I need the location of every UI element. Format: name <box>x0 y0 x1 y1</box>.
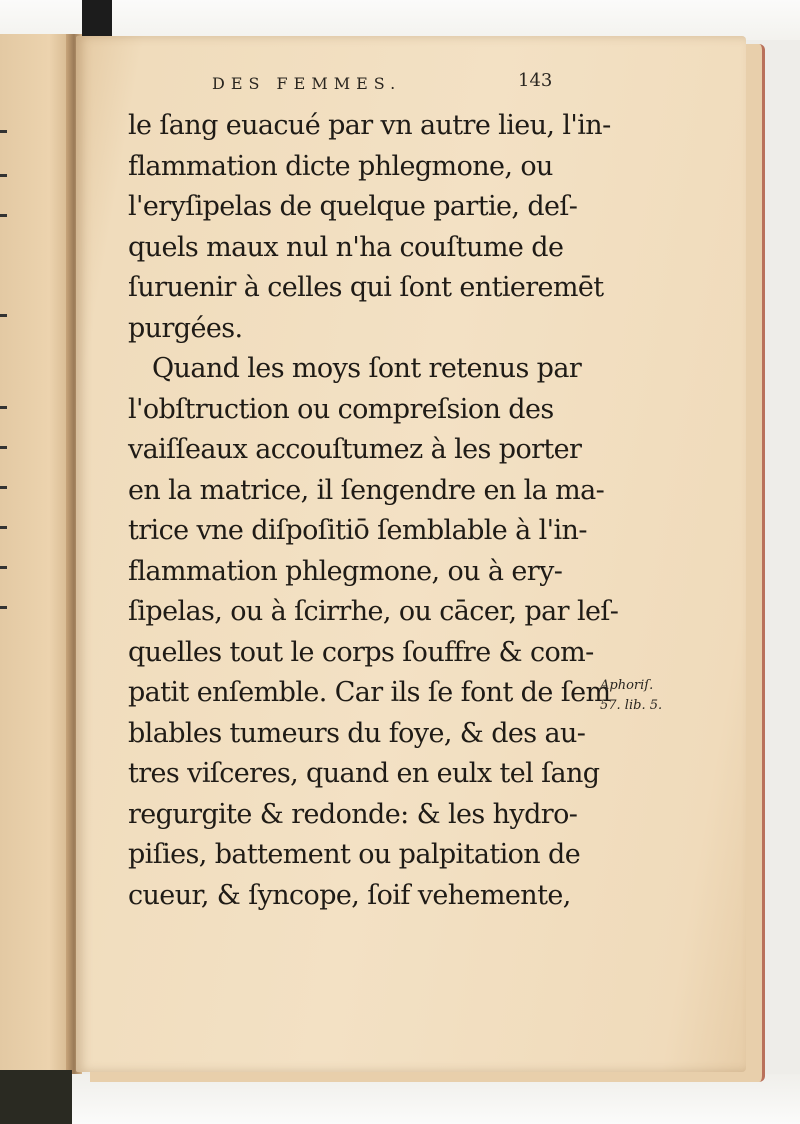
running-head: DES FEMMES. <box>212 74 402 93</box>
text-line: flammation dicte phlegmone, ou <box>128 150 553 182</box>
book-cover-corner <box>0 1070 72 1124</box>
text-line: trice vne diſpoſitiō ſemblable à l'in- <box>128 515 587 546</box>
page-number: 143 <box>518 70 553 91</box>
scan-background-top <box>0 0 800 40</box>
text-line: l'obſtruction ou compreſsion des <box>128 393 554 425</box>
text-line: l'eryſipelas de quelque partie, deſ- <box>128 191 578 222</box>
text-line: flammation phlegmone, ou à ery- <box>128 555 563 587</box>
book-binding <box>82 0 112 40</box>
text-line: purgées. <box>128 312 243 344</box>
margin-note-line: 57. lib. 5. <box>600 698 663 713</box>
text-line: piſies, battement ou palpitation de <box>128 839 581 870</box>
text-line: patit enſemble. Car ils ſe font de ſem <box>128 677 611 708</box>
text-line: tres viſceres, quand en eulx tel ſang <box>128 758 600 789</box>
text-line: en la matrice, il ſengendre en la ma- <box>128 474 605 506</box>
text-line: vaiſſeaux accouſtumez à les porter <box>128 434 582 465</box>
text-line: blables tumeurs du foye, & des au- <box>128 717 586 749</box>
text-line: cueur, & ſyncope, ſoif vehemente, <box>128 879 571 911</box>
text-line: le ſang euacué par vn autre lieu, l'in- <box>128 110 611 141</box>
text-line: regurgite & redonde: & les hydro- <box>128 798 578 830</box>
margin-note <box>600 676 690 716</box>
margin-note-line: Aphoriſ. <box>600 678 654 693</box>
text-line: quels maux nul n'ha couſtume de <box>128 231 564 263</box>
text-line: ſuruenir à celles qui ſont entieremēt <box>128 272 604 303</box>
text-line: Quand les moys ſont retenus par <box>152 353 582 384</box>
body-text <box>128 106 619 916</box>
text-line: quelles tout le corps ſouffre & com- <box>128 636 594 668</box>
text-line: ſipelas, ou à ſcirrhe, ou cācer, par leſ- <box>128 596 619 627</box>
